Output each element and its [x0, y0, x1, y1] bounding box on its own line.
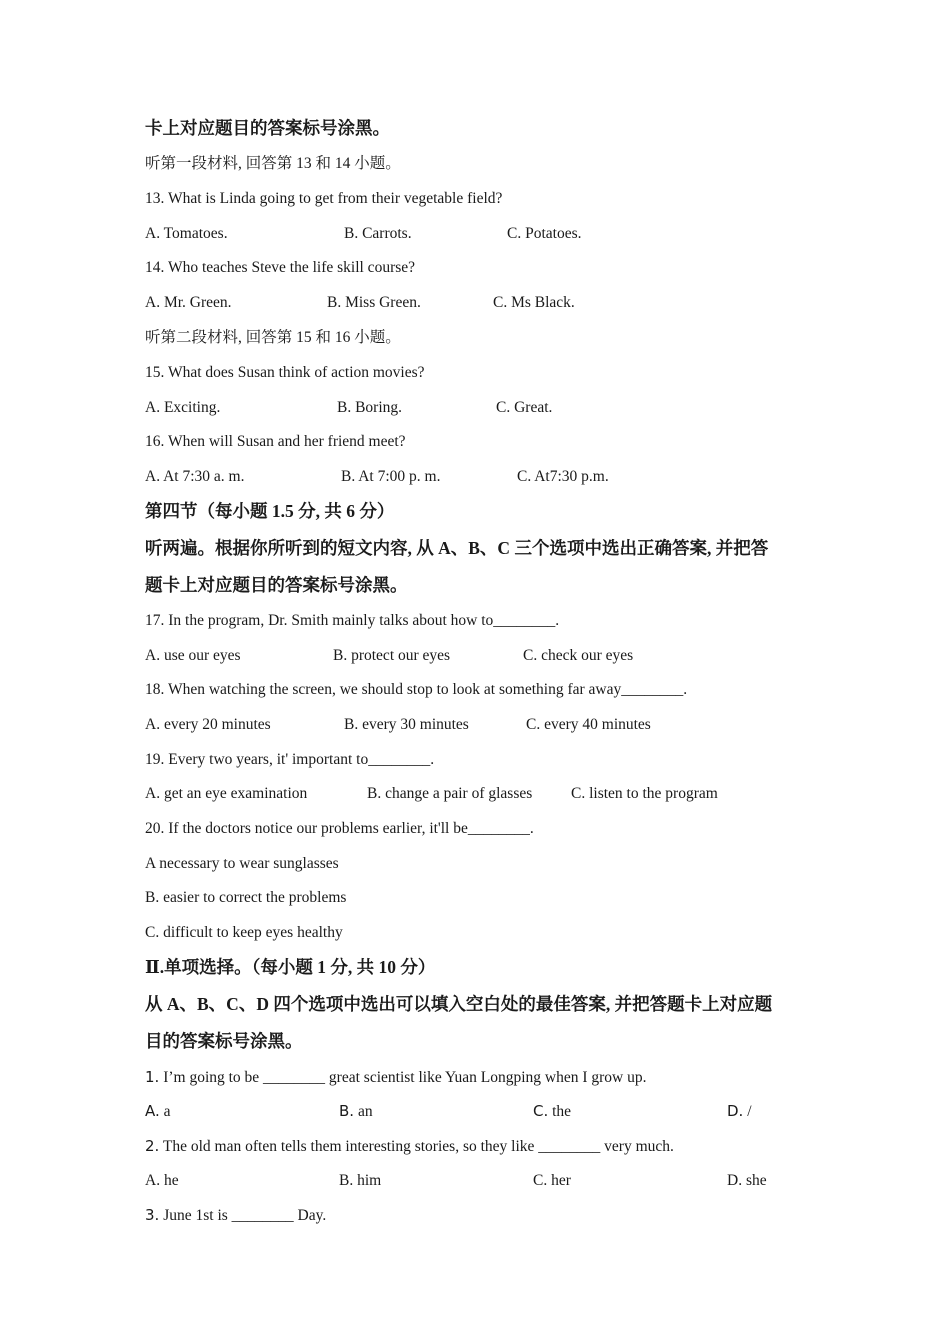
question-number: 2. — [145, 1137, 160, 1155]
q18-option-c: C. every 40 minutes — [526, 716, 651, 733]
option-text: an — [354, 1103, 373, 1120]
g2-option-c: C. her — [533, 1172, 571, 1189]
q20-option-a: A necessary to wear sunglasses — [145, 855, 339, 872]
section-hint-2: 听第二段材料, 回答第 15 和 16 小题。 — [145, 329, 401, 346]
q18-option-b: B. every 30 minutes — [344, 716, 469, 733]
question-13: 13. What is Linda going to get from their vegetable field? — [145, 190, 503, 207]
option-letter: B. — [339, 1102, 355, 1120]
q18-option-a: A. every 20 minutes — [145, 716, 271, 733]
question-number: 3. — [145, 1206, 160, 1224]
q19-option-b: B. change a pair of glasses — [367, 785, 533, 802]
q19-option-a: A. get an eye examination — [145, 785, 308, 802]
g2-option-d: D. she — [727, 1172, 767, 1189]
section-4-instruction-1: 听两遍。根据你所听到的短文内容, 从 A、B、C 三个选项中选出正确答案, 并把答 — [145, 538, 769, 558]
q15-option-c: C. Great. — [496, 399, 553, 416]
question-17: 17. In the program, Dr. Smith mainly talks about how to________. — [145, 612, 560, 629]
grammar-question-3 — [145, 1205, 326, 1226]
q17-option-a: A. use our eyes — [145, 647, 241, 664]
part-2-heading: Ⅱ.单项选择。（每小题 1 分, 共 10 分） — [145, 957, 436, 977]
q13-option-c: C. Potatoes. — [507, 225, 582, 242]
question-text: June 1st is ________ Day. — [159, 1207, 327, 1224]
question-text: The old man often tells them interesting stories, so they like ________ very much. — [159, 1138, 674, 1155]
q16-option-b: B. At 7:00 p. m. — [341, 468, 441, 485]
option-text: a — [159, 1103, 171, 1120]
question-20: 20. If the doctors notice our problems earlier, it'll be________. — [145, 820, 534, 837]
section-4-instruction-2: 题卡上对应题目的答案标号涂黑。 — [145, 575, 408, 595]
q16-option-c: C. At7:30 p.m. — [517, 468, 609, 485]
grammar-question-1 — [145, 1067, 646, 1088]
g1-option-c — [533, 1101, 571, 1122]
g2-option-a: A. he — [145, 1172, 179, 1189]
q16-option-a: A. At 7:30 a. m. — [145, 468, 245, 485]
option-text: the — [548, 1103, 572, 1120]
g1-option-d — [727, 1101, 752, 1122]
question-14: 14. Who teaches Steve the life skill course? — [145, 259, 416, 276]
question-number: 1. — [145, 1068, 160, 1086]
option-letter: D. — [727, 1102, 744, 1120]
q14-option-b: B. Miss Green. — [327, 294, 421, 311]
g1-option-b — [339, 1101, 373, 1122]
question-15: 15. What does Susan think of action movies? — [145, 364, 425, 381]
g1-option-a — [145, 1101, 171, 1122]
q15-option-a: A. Exciting. — [145, 399, 221, 416]
part-2-instruction-2: 目的答案标号涂黑。 — [145, 1031, 303, 1051]
section-4-heading: 第四节（每小题 1.5 分, 共 6 分） — [145, 501, 395, 521]
option-letter: C. — [533, 1102, 549, 1120]
instruction-continued: 卡上对应题目的答案标号涂黑。 — [145, 118, 390, 138]
q13-option-a: A. Tomatoes. — [145, 225, 228, 242]
q17-option-b: B. protect our eyes — [333, 647, 451, 664]
q15-option-b: B. Boring. — [337, 399, 403, 416]
q17-option-c: C. check our eyes — [523, 647, 634, 664]
q14-option-a: A. Mr. Green. — [145, 294, 232, 311]
q20-option-b: B. easier to correct the problems — [145, 889, 347, 906]
g2-option-b: B. him — [339, 1172, 382, 1189]
option-letter: A. — [145, 1102, 160, 1120]
part-2-instruction-1: 从 A、B、C、D 四个选项中选出可以填入空白处的最佳答案, 并把答题卡上对应题 — [145, 994, 773, 1014]
option-text: / — [743, 1103, 752, 1120]
q19-option-c: C. listen to the program — [571, 785, 718, 802]
q20-option-c: C. difficult to keep eyes healthy — [145, 924, 343, 941]
q13-option-b: B. Carrots. — [344, 225, 412, 242]
question-19: 19. Every two years, it' important to________. — [145, 751, 435, 768]
question-text: I’m going to be ________ great scientist like Yuan Longping when I grow up. — [159, 1069, 647, 1086]
question-18: 18. When watching the screen, we should stop to look at something far away________. — [145, 681, 688, 698]
q14-option-c: C. Ms Black. — [493, 294, 575, 311]
question-16: 16. When will Susan and her friend meet? — [145, 433, 406, 450]
section-hint-1: 听第一段材料, 回答第 13 和 14 小题。 — [145, 155, 401, 172]
grammar-question-2 — [145, 1136, 674, 1157]
